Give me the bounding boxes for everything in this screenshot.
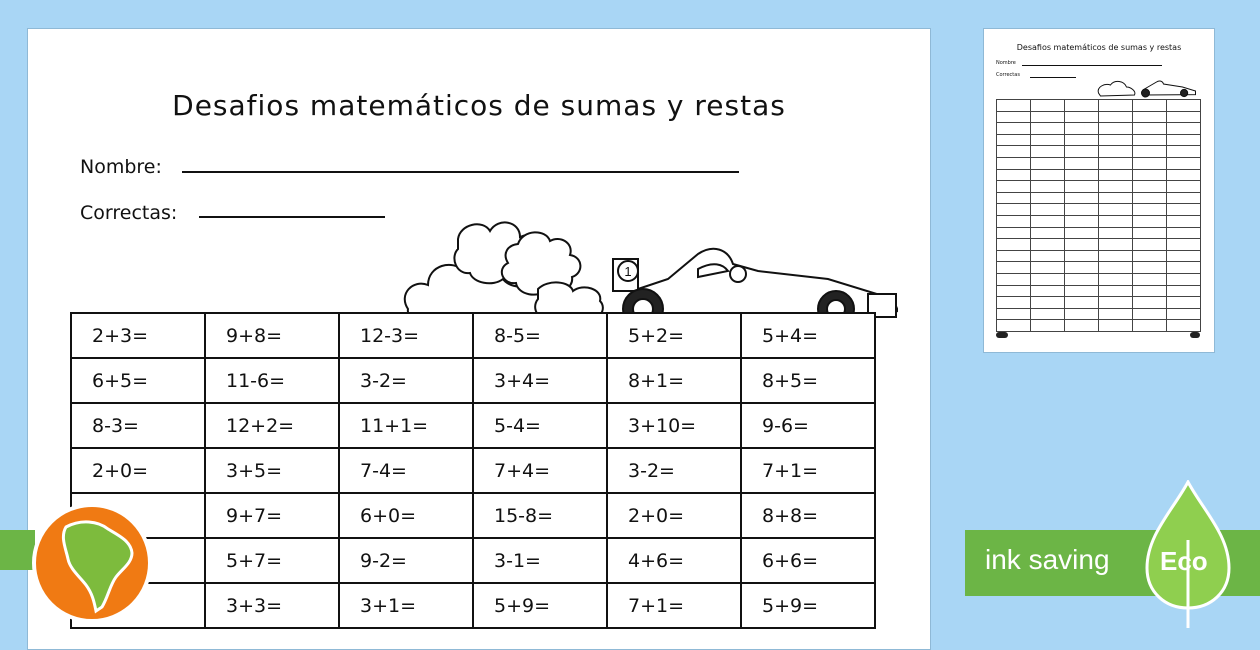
problem-cell: 6+6= xyxy=(741,538,875,583)
thumb-cell xyxy=(1167,239,1201,251)
thumb-cell xyxy=(997,239,1031,251)
thumb-cell xyxy=(1031,181,1065,193)
thumb-cell xyxy=(1031,157,1065,169)
thumb-cell xyxy=(1099,134,1133,146)
thumb-cell xyxy=(1065,250,1099,262)
problem-cell: 9-6= xyxy=(741,403,875,448)
table-row xyxy=(71,538,875,583)
thumb-cell xyxy=(1065,320,1099,332)
thumb-cell xyxy=(997,123,1031,135)
problem-cell: 5+9= xyxy=(741,583,875,628)
thumb-cell xyxy=(1065,100,1099,112)
thumb-cell xyxy=(997,262,1031,274)
thumb-cell xyxy=(997,100,1031,112)
thumb-cell xyxy=(1031,308,1065,320)
problem-cell: 2+0= xyxy=(607,493,741,538)
ink-saving-text: ink saving xyxy=(985,544,1110,575)
thumb-cell xyxy=(1133,215,1167,227)
problems-table xyxy=(70,312,876,629)
thumb-cell xyxy=(1133,157,1167,169)
thumb-cell xyxy=(1167,308,1201,320)
thumb-cell xyxy=(1065,273,1099,285)
thumb-cell xyxy=(1065,192,1099,204)
thumb-cell xyxy=(1031,297,1065,309)
thumb-cell xyxy=(1065,181,1099,193)
thumb-cell xyxy=(997,273,1031,285)
thumb-cell xyxy=(1167,169,1201,181)
thumb-row xyxy=(997,134,1201,146)
problem-cell: 9+7= xyxy=(205,493,339,538)
worksheet-page xyxy=(27,28,931,650)
thumb-cell xyxy=(1065,204,1099,216)
thumb-cell xyxy=(1031,146,1065,158)
table-row xyxy=(71,313,875,358)
thumb-cell xyxy=(1133,204,1167,216)
problem-cell: 3-1= xyxy=(473,538,607,583)
name-label: Nombre: xyxy=(80,156,162,178)
thumb-cell xyxy=(1031,169,1065,181)
thumb-cell xyxy=(1065,111,1099,123)
problem-cell: 3+4= xyxy=(473,358,607,403)
thumb-cell xyxy=(997,111,1031,123)
thumb-cell xyxy=(1031,100,1065,112)
thumb-cell xyxy=(1031,227,1065,239)
thumb-footer-icon xyxy=(1190,332,1200,338)
thumb-cell xyxy=(1167,227,1201,239)
thumb-correct-label: Correctas xyxy=(996,72,1020,78)
problem-cell: 3+10= xyxy=(607,403,741,448)
thumb-cell xyxy=(1099,123,1133,135)
problem-cell: 8-3= xyxy=(71,403,205,448)
name-line xyxy=(182,171,739,173)
thumb-cell xyxy=(1167,134,1201,146)
thumb-row xyxy=(997,297,1201,309)
thumb-cell xyxy=(997,215,1031,227)
problem-cell: 9-2= xyxy=(339,538,473,583)
thumb-cell xyxy=(1133,285,1167,297)
thumb-cell xyxy=(1133,297,1167,309)
thumb-cell xyxy=(1099,100,1133,112)
thumb-cell xyxy=(1031,262,1065,274)
thumb-cell xyxy=(997,320,1031,332)
problem-cell: 7-4= xyxy=(339,448,473,493)
table-row xyxy=(71,493,875,538)
thumb-cell xyxy=(1099,181,1133,193)
thumb-title: Desafios matemáticos de sumas y restas xyxy=(1016,43,1182,52)
thumb-cell xyxy=(1099,215,1133,227)
thumb-cell xyxy=(1065,285,1099,297)
thumb-row xyxy=(997,285,1201,297)
thumb-cell xyxy=(1133,308,1167,320)
problem-cell: 8+5= xyxy=(741,358,875,403)
thumb-cell xyxy=(1031,123,1065,135)
thumb-cell xyxy=(1099,308,1133,320)
thumb-name-line xyxy=(1022,65,1162,66)
thumb-cell xyxy=(997,146,1031,158)
thumb-cell xyxy=(1167,181,1201,193)
thumb-cell xyxy=(1099,111,1133,123)
thumb-cell xyxy=(1031,192,1065,204)
thumb-row xyxy=(997,308,1201,320)
thumb-cell xyxy=(1065,297,1099,309)
thumb-correct-line xyxy=(1030,77,1076,78)
thumb-cell xyxy=(1099,285,1133,297)
thumb-cell xyxy=(997,297,1031,309)
thumb-row xyxy=(997,215,1201,227)
correct-label: Correctas: xyxy=(80,202,178,224)
thumb-cell xyxy=(997,250,1031,262)
thumb-cell xyxy=(1133,227,1167,239)
thumb-cell xyxy=(1031,215,1065,227)
problem-cell: 12+2= xyxy=(205,403,339,448)
thumb-cell xyxy=(1031,320,1065,332)
thumb-cell xyxy=(1065,215,1099,227)
thumb-cell xyxy=(997,181,1031,193)
thumb-cell xyxy=(1099,297,1133,309)
thumb-cell xyxy=(1133,239,1167,251)
thumb-footer-logo xyxy=(996,332,1008,338)
worksheet-title: Desafios matemáticos de sumas y restas xyxy=(172,89,786,122)
thumb-cell xyxy=(1099,157,1133,169)
thumb-cell xyxy=(997,157,1031,169)
thumb-cell xyxy=(1065,123,1099,135)
thumb-cell xyxy=(1167,215,1201,227)
problem-cell: 5+4= xyxy=(741,313,875,358)
thumb-cell xyxy=(997,308,1031,320)
thumb-cell xyxy=(1099,262,1133,274)
table-row xyxy=(71,448,875,493)
thumb-cell xyxy=(1133,169,1167,181)
thumb-row xyxy=(997,100,1201,112)
south-america-logo xyxy=(32,503,152,623)
thumb-cell xyxy=(997,192,1031,204)
thumb-cell xyxy=(1167,285,1201,297)
thumb-row xyxy=(997,262,1201,274)
thumb-row xyxy=(997,239,1201,251)
thumb-cell xyxy=(1099,169,1133,181)
thumb-cell xyxy=(1031,111,1065,123)
problem-cell: 5+9= xyxy=(473,583,607,628)
thumb-cell xyxy=(1133,250,1167,262)
thumb-cell xyxy=(1065,169,1099,181)
problem-cell: 3+5= xyxy=(205,448,339,493)
thumb-row xyxy=(997,273,1201,285)
thumb-cell xyxy=(1031,239,1065,251)
problem-cell: 5+7= xyxy=(205,538,339,583)
problem-cell: 9+8= xyxy=(205,313,339,358)
thumb-cell xyxy=(1065,134,1099,146)
thumb-cell xyxy=(997,169,1031,181)
worksheet-thumbnail xyxy=(983,28,1215,353)
problem-cell: 8+1= xyxy=(607,358,741,403)
eco-badge-text: Eco xyxy=(1160,546,1208,576)
thumb-name-label: Nombre xyxy=(996,60,1016,66)
thumb-row xyxy=(997,320,1201,332)
thumb-row xyxy=(997,157,1201,169)
thumb-cell xyxy=(1133,111,1167,123)
thumb-cell xyxy=(1133,123,1167,135)
thumb-cell xyxy=(1065,157,1099,169)
thumb-cell xyxy=(1167,250,1201,262)
thumb-cell xyxy=(1167,123,1201,135)
thumb-cell xyxy=(1133,273,1167,285)
south-america-map-icon xyxy=(36,507,148,619)
thumb-cell xyxy=(997,285,1031,297)
problem-cell: 11+1= xyxy=(339,403,473,448)
problem-cell: 3-2= xyxy=(607,448,741,493)
thumb-cell xyxy=(997,227,1031,239)
thumb-cell xyxy=(1167,297,1201,309)
thumb-cell xyxy=(997,134,1031,146)
thumb-row xyxy=(997,181,1201,193)
thumb-row xyxy=(997,227,1201,239)
problem-cell: 2+3= xyxy=(71,313,205,358)
problem-cell: 5+2= xyxy=(607,313,741,358)
thumb-cell xyxy=(1133,262,1167,274)
problem-cell: 15-8= xyxy=(473,493,607,538)
thumb-cell xyxy=(1031,250,1065,262)
thumb-cell xyxy=(1065,146,1099,158)
thumb-problems-table xyxy=(996,99,1201,332)
thumb-cell xyxy=(1133,134,1167,146)
thumb-row xyxy=(997,192,1201,204)
thumb-car-illustration xyxy=(1089,71,1204,99)
thumb-cell xyxy=(1133,146,1167,158)
thumb-cell xyxy=(1167,111,1201,123)
correct-line xyxy=(199,216,385,218)
thumb-cell xyxy=(1031,285,1065,297)
problem-cell: 7+4= xyxy=(473,448,607,493)
thumb-cell xyxy=(1099,250,1133,262)
thumb-cell xyxy=(1031,204,1065,216)
smoke-clouds xyxy=(405,222,603,326)
thumb-cell xyxy=(1031,134,1065,146)
thumb-cell xyxy=(1065,308,1099,320)
problem-cell: 11-6= xyxy=(205,358,339,403)
thumb-cell xyxy=(1065,227,1099,239)
thumb-row xyxy=(997,123,1201,135)
problem-cell: 8-5= xyxy=(473,313,607,358)
thumb-cell xyxy=(1167,192,1201,204)
thumb-cell xyxy=(1167,204,1201,216)
car-number: 1 xyxy=(624,264,632,279)
thumb-cell xyxy=(1133,192,1167,204)
problem-cell: 3+1= xyxy=(339,583,473,628)
problem-cell: 7+1= xyxy=(607,583,741,628)
problem-cell: 6+5= xyxy=(71,358,205,403)
thumb-cell xyxy=(1167,100,1201,112)
thumb-cell xyxy=(1133,320,1167,332)
thumb-cell xyxy=(1167,146,1201,158)
thumb-cell xyxy=(1167,262,1201,274)
thumb-cell xyxy=(1167,320,1201,332)
problem-cell: 2+0= xyxy=(71,448,205,493)
problem-cell: 8+8= xyxy=(741,493,875,538)
thumb-cell xyxy=(1099,320,1133,332)
thumb-cell xyxy=(1167,273,1201,285)
problem-cell: 12-3= xyxy=(339,313,473,358)
thumb-row xyxy=(997,111,1201,123)
thumb-cell xyxy=(1167,157,1201,169)
thumb-row xyxy=(997,250,1201,262)
thumb-cell xyxy=(1133,100,1167,112)
thumb-cell xyxy=(1099,239,1133,251)
thumb-cell xyxy=(1099,227,1133,239)
problem-cell: 5-4= xyxy=(473,403,607,448)
problem-cell: 3+3= xyxy=(205,583,339,628)
thumb-cell xyxy=(1031,273,1065,285)
thumb-row xyxy=(997,169,1201,181)
thumb-row xyxy=(997,204,1201,216)
table-row xyxy=(71,358,875,403)
table-row xyxy=(71,583,875,628)
thumb-row xyxy=(997,146,1201,158)
problem-cell: 7+1= xyxy=(741,448,875,493)
problem-cell: 4+6= xyxy=(607,538,741,583)
table-row xyxy=(71,403,875,448)
thumb-cell xyxy=(1099,146,1133,158)
thumb-cell xyxy=(1065,262,1099,274)
left-banner xyxy=(0,530,35,570)
problem-cell: 3-2= xyxy=(339,358,473,403)
thumb-cell xyxy=(1099,192,1133,204)
thumb-cell xyxy=(1099,204,1133,216)
thumb-cell xyxy=(1099,273,1133,285)
thumb-cell xyxy=(997,204,1031,216)
thumb-cell xyxy=(1133,181,1167,193)
problem-cell: 6+0= xyxy=(339,493,473,538)
thumb-cell xyxy=(1065,239,1099,251)
